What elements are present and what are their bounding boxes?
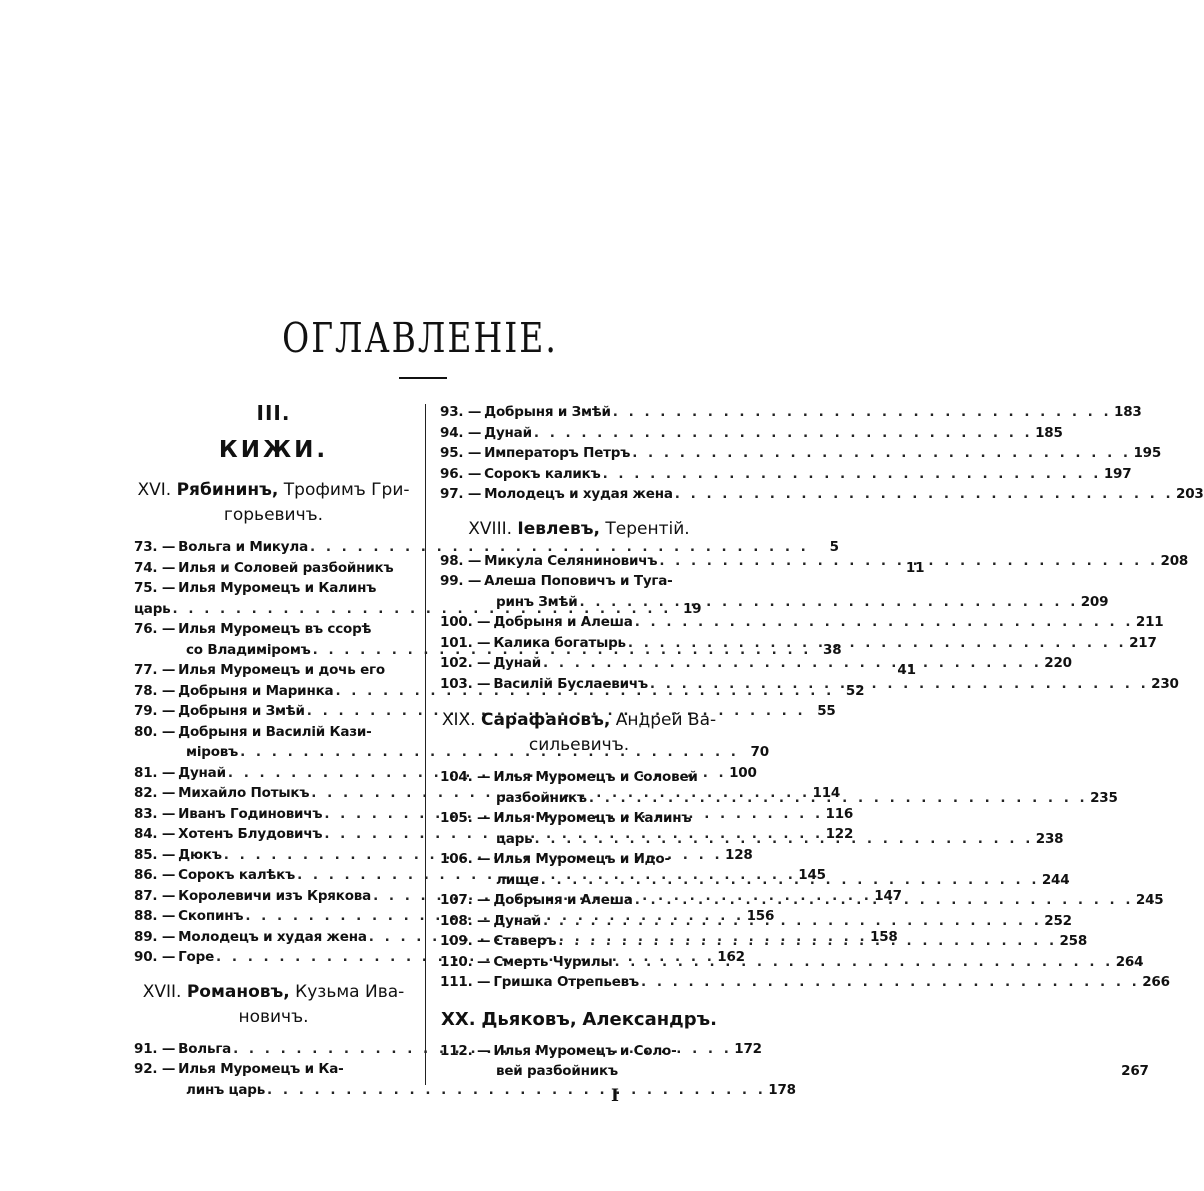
entry-page: 267 xyxy=(1121,1063,1149,1079)
entry-number: 83. — xyxy=(134,805,176,822)
section-heading xyxy=(440,1007,718,1032)
toc-entry-continuation[interactable] xyxy=(134,1080,796,1101)
leader-dots xyxy=(601,464,1104,485)
toc-entry[interactable] xyxy=(134,1059,413,1080)
section-heading xyxy=(134,980,413,1030)
entry-page: 230 xyxy=(1151,675,1179,692)
toc-entry-continuation[interactable] xyxy=(440,592,1109,613)
entry-number: 87. — xyxy=(134,887,176,904)
entry-title: Илья Муромецъ и Калинъ xyxy=(178,580,377,596)
entry-title: Василій Буслаевичъ xyxy=(493,675,648,692)
entry-page: 158 xyxy=(870,928,898,945)
entry-title: Молодецъ и худая жена xyxy=(178,928,367,945)
entry-number: 90. — xyxy=(134,949,176,965)
entry-page: 208 xyxy=(1160,552,1189,569)
leader-dots xyxy=(626,633,1129,654)
entry-number: 105. — xyxy=(440,810,491,826)
entry-page: 147 xyxy=(874,887,902,904)
section-number: XX. xyxy=(441,1008,476,1030)
leader-dots xyxy=(587,788,1090,809)
leader-dots xyxy=(639,972,1142,993)
entry-page: 197 xyxy=(1103,465,1132,482)
leader-dots xyxy=(648,674,1151,695)
section-number: XIX. xyxy=(441,710,476,730)
section-rest: Трофимъ Гри- xyxy=(283,480,410,500)
entry-number: 78. — xyxy=(134,682,176,699)
entry-title: Илья и Соловей разбойникъ xyxy=(178,559,394,576)
entry-number: 109. — xyxy=(440,933,491,949)
entry-number: 111. — xyxy=(440,974,491,990)
toc-entry[interactable] xyxy=(440,443,1162,464)
leader-dots xyxy=(265,1080,768,1101)
entry-title-cont: линъ царь xyxy=(186,1081,266,1098)
entry-title-cont: со Владиміромъ xyxy=(186,641,311,658)
entry-page: 220 xyxy=(1044,655,1072,671)
section-rest: Александръ. xyxy=(582,1008,717,1030)
entry-page: 100 xyxy=(729,764,757,781)
entry-number: 103. — xyxy=(440,675,491,692)
entry-title: Молодецъ и худая жена xyxy=(484,486,673,502)
toc-entry[interactable] xyxy=(440,571,718,592)
entry-number: 95. — xyxy=(440,445,482,461)
entry-page: 238 xyxy=(1035,830,1064,847)
entry-title: Добрыня и Змѣй xyxy=(178,703,305,719)
toc-entry[interactable] xyxy=(440,402,1142,423)
entry-page: 244 xyxy=(1041,871,1070,888)
entry-number: 84. — xyxy=(134,826,176,842)
entry-page: 217 xyxy=(1129,634,1157,651)
entry-number: 104. — xyxy=(440,769,491,785)
section-name: Рябининъ, xyxy=(176,480,279,500)
location-heading: КИЖИ. xyxy=(218,437,329,463)
leader-dots xyxy=(611,402,1114,423)
entry-title: Добрыня и Маринка xyxy=(178,682,334,699)
entry-number: 106. — xyxy=(440,851,491,867)
entry-number: 98. — xyxy=(440,552,482,569)
entry-number: 100. — xyxy=(440,614,491,630)
section-rest: Терентій. xyxy=(605,518,690,539)
entry-page: 209 xyxy=(1080,593,1109,610)
entry-title: Илья Муромецъ въ ссорѣ xyxy=(178,621,372,637)
leader-dots xyxy=(630,443,1133,464)
entry-page: 116 xyxy=(825,805,854,822)
entry-page: 235 xyxy=(1090,789,1118,806)
section-rest: Андрей Ва- xyxy=(615,710,717,730)
entry-title: Илья Муромецъ и Идо- xyxy=(493,851,670,867)
page-title: ОГЛАВЛЕНІЕ. xyxy=(282,313,558,362)
entry-page: 183 xyxy=(1114,404,1142,420)
entry-title: Илья Муромецъ и Соло- xyxy=(493,1042,677,1059)
toc-entry[interactable] xyxy=(134,578,413,599)
section-name: Іевлевъ, xyxy=(517,518,601,539)
entry-number: 88. — xyxy=(134,908,176,924)
toc-list xyxy=(440,402,1204,505)
entry-title: Добрыня и Василій Кази- xyxy=(178,723,372,740)
entry-title-cont: міровъ xyxy=(186,744,239,760)
entry-page: 252 xyxy=(1044,912,1072,929)
entry-number: 96. — xyxy=(440,465,482,482)
entry-page: 38 xyxy=(823,641,842,658)
toc-entry[interactable] xyxy=(440,767,718,788)
entry-number: 77. — xyxy=(134,662,176,678)
entry-title-cont: царь xyxy=(134,600,171,617)
entry-number: 73. — xyxy=(134,539,176,555)
entry-title-cont: вей разбойникъ xyxy=(496,1063,618,1079)
entry-title: Михайло Потыкъ xyxy=(178,785,310,801)
leader-dots xyxy=(556,931,1059,952)
entry-page: 11 xyxy=(905,559,925,576)
entry-title-cont: царь xyxy=(496,830,533,847)
entry-title: Ставеръ xyxy=(493,933,557,949)
section-name: Романовъ, xyxy=(186,981,290,1002)
entry-number: 81. — xyxy=(134,764,176,781)
entry-title: Иванъ Годиновичъ xyxy=(178,805,323,822)
section-heading xyxy=(134,478,413,528)
section-line2: сильевичъ. xyxy=(528,735,630,755)
toc-entry[interactable] xyxy=(440,849,718,870)
section-rest: Кузьма Ива- xyxy=(295,981,405,1002)
section-number: XVII. xyxy=(142,981,182,1002)
entry-title-cont: разбойникъ xyxy=(496,789,587,806)
section-name: Сарафановъ, xyxy=(480,710,611,730)
entry-number: 82. — xyxy=(134,785,176,801)
entry-page: 195 xyxy=(1133,445,1162,461)
section-heading xyxy=(440,708,718,758)
entry-number: 91. — xyxy=(134,1040,176,1057)
leader-dots xyxy=(657,551,1160,572)
entry-title: Микула Селяниновичъ xyxy=(484,552,658,569)
toc-entry[interactable] xyxy=(440,484,1204,505)
entry-number: 89. — xyxy=(134,928,176,945)
entry-title-cont: лище xyxy=(496,871,539,888)
entry-number: 110. — xyxy=(440,953,491,970)
leader-dots xyxy=(578,592,1081,613)
section-number: XVIII. xyxy=(468,518,513,539)
toc-entry[interactable] xyxy=(440,1041,718,1062)
entry-page: 122 xyxy=(825,826,854,842)
entry-number: 112. — xyxy=(440,1042,491,1059)
entry-page: 178 xyxy=(768,1081,796,1098)
entry-number: 74. — xyxy=(134,559,176,576)
entry-title: Илья Муромецъ и дочь его xyxy=(178,662,385,678)
section-heading xyxy=(440,517,718,542)
entry-number: 107. — xyxy=(440,892,491,908)
entry-number: 97. — xyxy=(440,486,482,502)
entry-number: 80. — xyxy=(134,723,176,740)
entry-page: 258 xyxy=(1059,933,1088,949)
entry-page: 156 xyxy=(746,908,775,924)
entry-number: 94. — xyxy=(440,424,482,441)
entry-title: Смерть Чурилы xyxy=(493,953,613,970)
leader-dots xyxy=(541,911,1044,932)
entry-page: 70 xyxy=(750,744,769,760)
volume-heading: III. xyxy=(256,401,291,425)
entry-page: 162 xyxy=(717,949,745,965)
entry-title: Дюкъ xyxy=(178,846,222,863)
leader-dots xyxy=(533,829,1036,850)
entry-page: 264 xyxy=(1115,953,1144,970)
entry-title: Дунай xyxy=(493,655,542,671)
entry-page: 145 xyxy=(798,867,826,883)
entry-number: 102. — xyxy=(440,655,491,671)
entry-page: 211 xyxy=(1135,614,1164,630)
entry-title: Королевичи изъ Крякова xyxy=(178,887,372,904)
entry-title: Дунай xyxy=(493,912,542,929)
entry-title: Гришка Отрепьевъ xyxy=(493,974,639,990)
toc-entry[interactable] xyxy=(440,808,718,829)
entry-number: 79. — xyxy=(134,703,176,719)
entry-title: Илья Муромецъ и Ка- xyxy=(178,1061,344,1077)
entry-title: Императоръ Петръ xyxy=(484,445,631,461)
entry-page: 245 xyxy=(1135,892,1164,908)
toc-entry[interactable] xyxy=(440,423,1063,444)
entry-number: 92. — xyxy=(134,1061,176,1077)
toc-entry[interactable] xyxy=(134,619,413,640)
entry-title: Сорокъ каликъ xyxy=(484,465,601,482)
entry-page: 55 xyxy=(817,703,836,719)
leader-dots xyxy=(673,484,1176,505)
title-rule xyxy=(399,377,447,379)
entry-number: 99. — xyxy=(440,573,482,589)
entry-page: 41 xyxy=(897,662,916,678)
leader-dots xyxy=(532,423,1035,444)
entry-title: Алеша Поповичъ и Туга- xyxy=(484,573,673,589)
entry-number: 93. — xyxy=(440,404,482,420)
entry-title: Вольга и Микула xyxy=(178,539,308,555)
section-line2: новичъ. xyxy=(238,1006,309,1027)
entry-title: Дунай xyxy=(484,424,532,441)
entry-page: 266 xyxy=(1142,974,1170,990)
entry-page: 172 xyxy=(734,1040,762,1057)
entry-number: 108. — xyxy=(440,912,491,929)
leader-dots xyxy=(541,653,1044,674)
entry-page: 128 xyxy=(725,846,753,863)
toc-entry[interactable] xyxy=(440,972,1170,993)
entry-page: 114 xyxy=(812,785,841,801)
entry-number: 75. — xyxy=(134,580,176,596)
entry-title: Сорокъ калѣкъ xyxy=(178,867,296,883)
toc-entry[interactable] xyxy=(134,537,839,558)
entry-page: 203 xyxy=(1176,486,1204,502)
toc-entry[interactable] xyxy=(440,612,1164,633)
entry-title: Дунай xyxy=(178,764,226,781)
entry-page: 185 xyxy=(1035,424,1063,441)
entry-title: Калика богатырь xyxy=(493,634,626,651)
toc-entry-continuation[interactable] xyxy=(440,1061,1149,1082)
entry-title: Вольга xyxy=(178,1040,232,1057)
entry-title: Скопинъ xyxy=(178,908,244,924)
section-number: XVI. xyxy=(137,480,172,500)
entry-page: 5 xyxy=(829,539,839,555)
entry-number: 86. — xyxy=(134,867,176,883)
entry-number: 85. — xyxy=(134,846,176,863)
toc-entry[interactable] xyxy=(440,464,1132,485)
section-line2: горьевичъ. xyxy=(223,505,324,525)
leader-dots xyxy=(612,952,1115,973)
leader-dots xyxy=(633,890,1136,911)
entry-title: Добрыня и Змѣй xyxy=(484,404,611,420)
section-name: Дьяковъ, xyxy=(481,1008,577,1030)
entry-page: 19 xyxy=(682,600,702,617)
entry-page: 52 xyxy=(845,682,865,699)
entry-title-cont: ринъ Змѣй xyxy=(496,593,578,610)
entry-title: Хотенъ Блудовичъ xyxy=(178,826,323,842)
entry-title: Добрыня и Алеша xyxy=(493,614,633,630)
leader-dots xyxy=(633,612,1136,633)
entry-title: Илья Муромецъ и Соловей xyxy=(493,769,698,785)
entry-title: Добрыня и Алеша xyxy=(493,892,633,908)
leader-dots xyxy=(539,870,1042,891)
toc-entry[interactable] xyxy=(134,722,413,743)
entry-number: 101. — xyxy=(440,634,491,651)
entry-number: 76. — xyxy=(134,621,176,637)
entry-title: Илья Муромецъ и Калинъ xyxy=(493,810,692,826)
entry-title: Горе xyxy=(178,949,215,965)
page-number: I xyxy=(611,1086,619,1106)
